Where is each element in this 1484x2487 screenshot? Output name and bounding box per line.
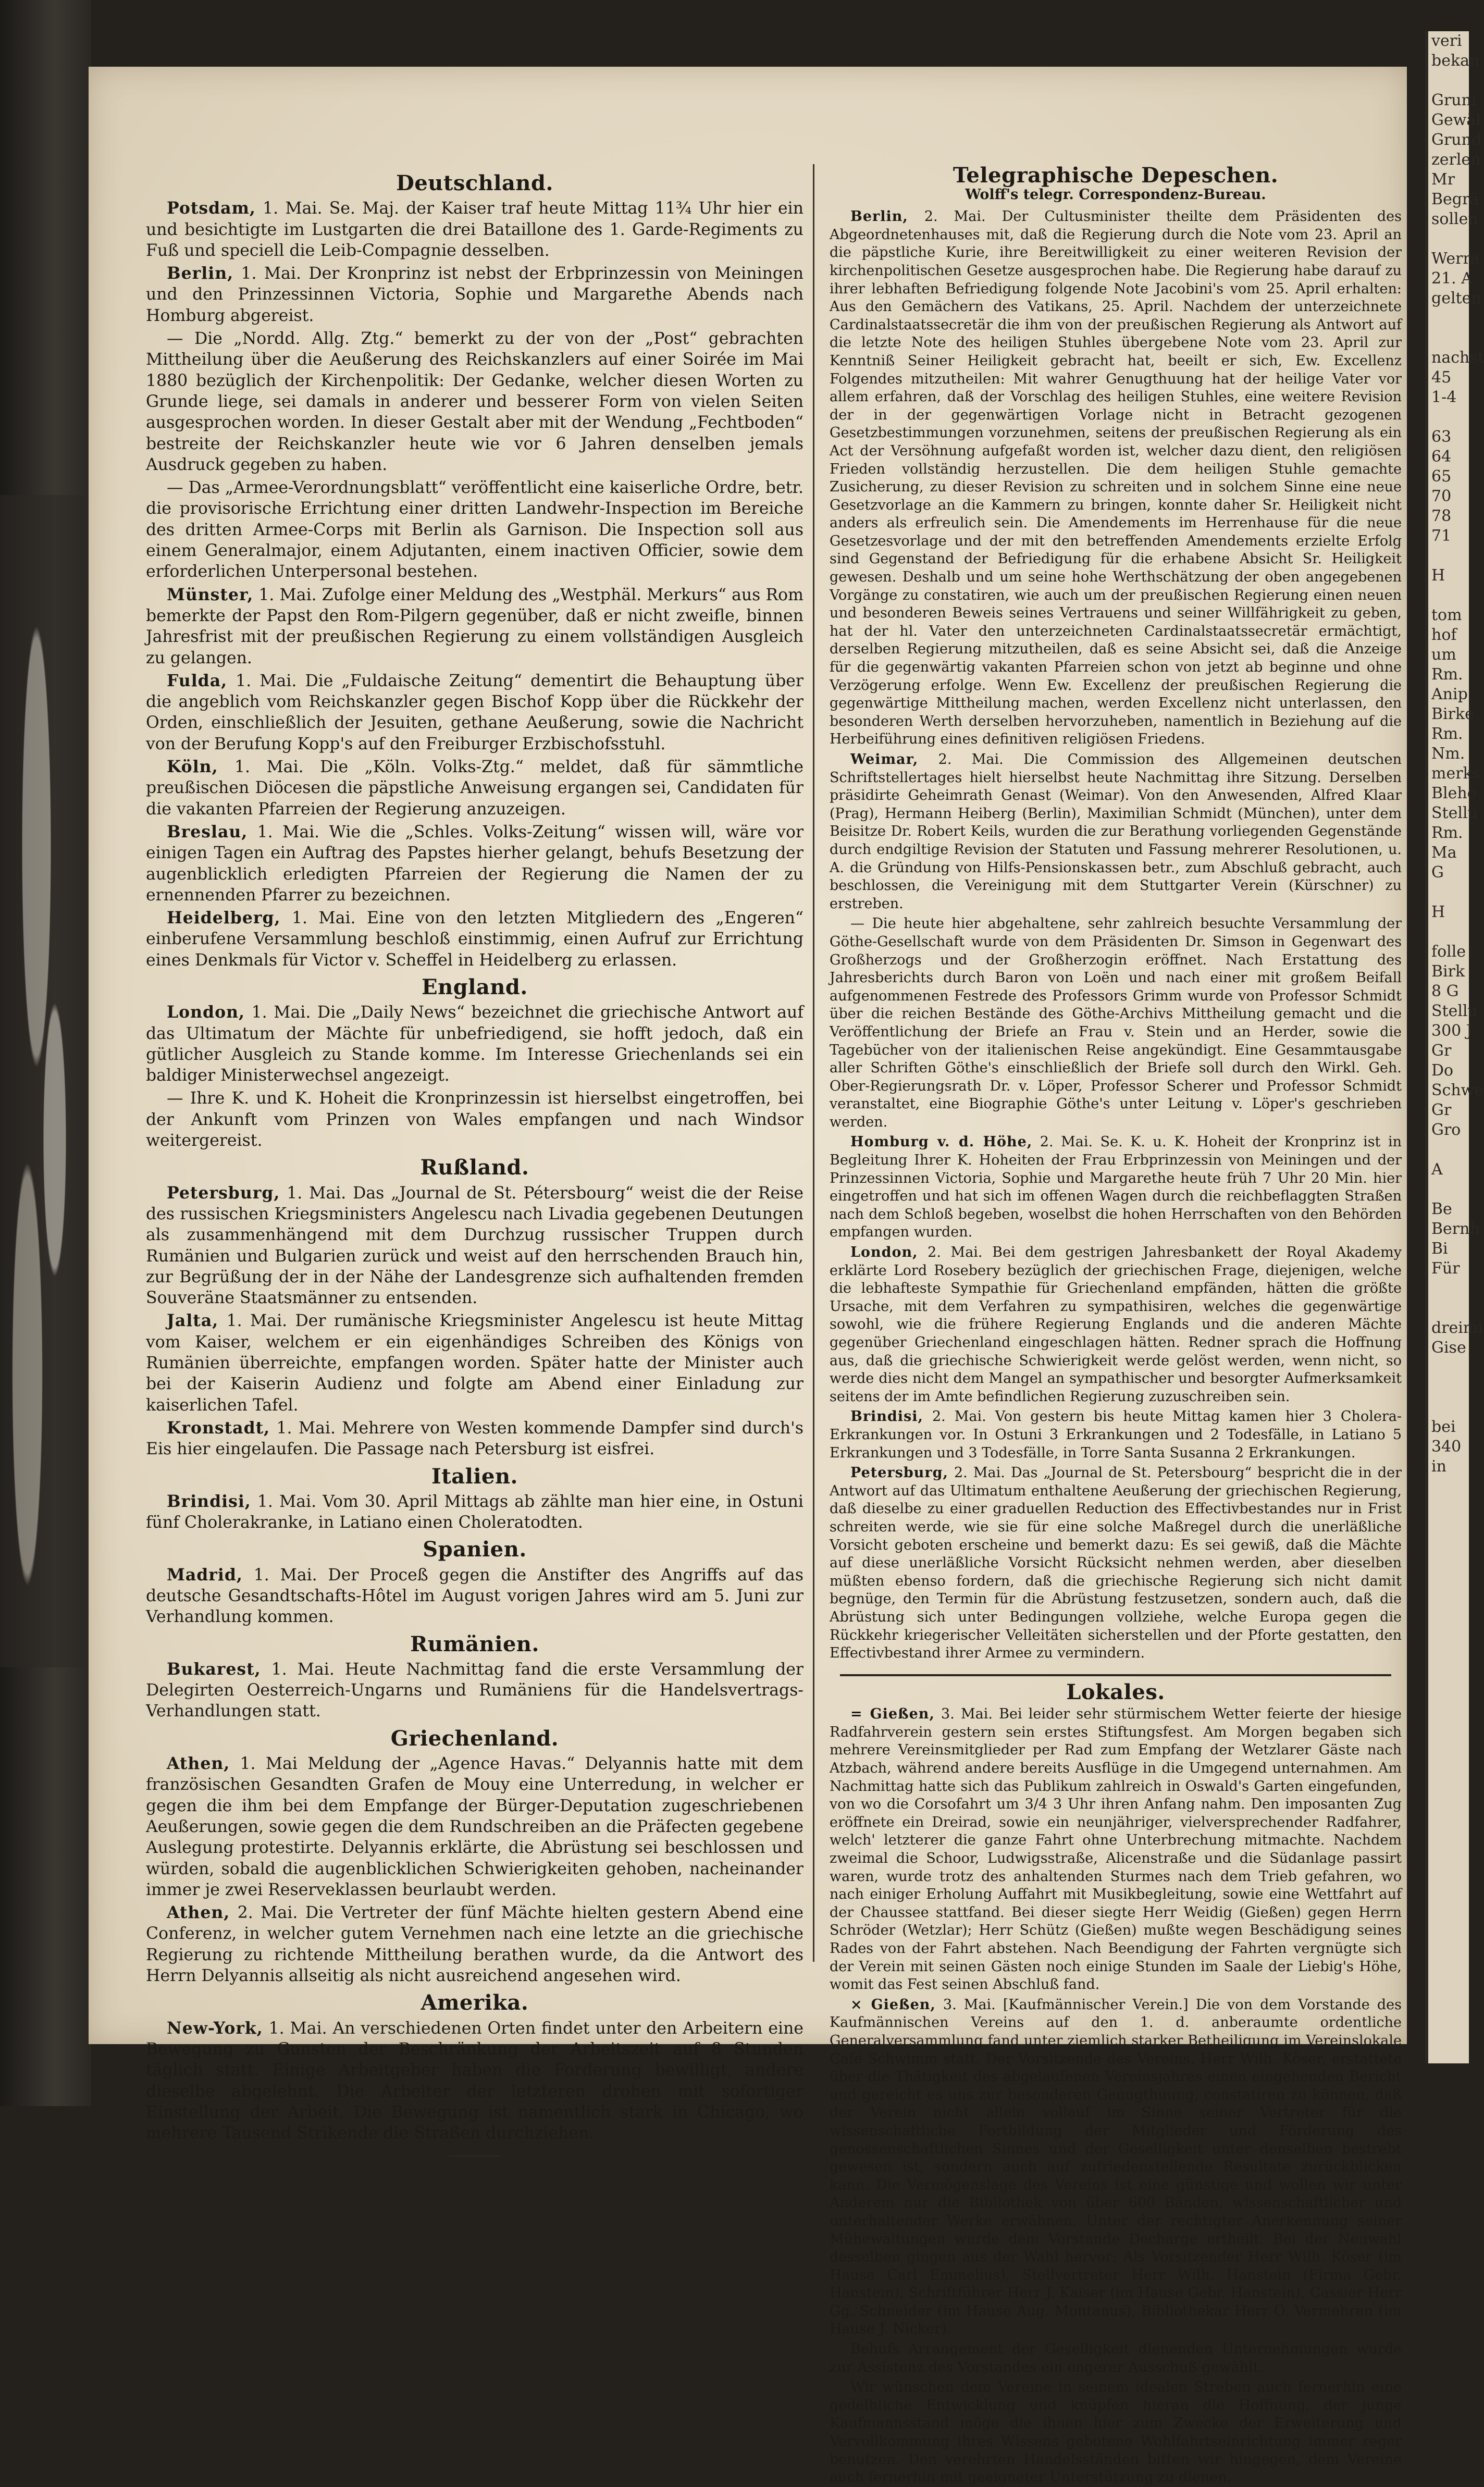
fragment-text: merks [1431, 764, 1481, 783]
section-heading: England. [422, 974, 528, 999]
dateline-place: London, [167, 1003, 245, 1022]
news-text: 1. Mai. Eine von den letzten Mitgliedern des „Engeren“ einberufene Versammlung beschloß einstimmig, einen Aufruf zur Errichtung eines Denkmals für Victor v. Scheffel in Heidelberg zu erlassen. [146, 909, 804, 970]
fragment-text: folle [1431, 943, 1466, 961]
news-item [146, 477, 803, 582]
news-item [146, 198, 803, 261]
section-heading: Deutschland. [396, 171, 553, 195]
news-item [146, 908, 803, 971]
fragment-text [1428, 71, 1469, 91]
fragment-text: 45 [1431, 368, 1452, 387]
news-item [146, 1491, 803, 1533]
dateline-place: Athen, [167, 1903, 230, 1923]
fragment-text: bekan [1431, 52, 1480, 70]
fragment-text: Gr [1431, 1042, 1452, 1060]
dateline-place: Kronstadt, [167, 1418, 270, 1438]
news-item [830, 1464, 1402, 1663]
news-item [830, 1244, 1402, 1406]
section-heading: Griechenland. [390, 1726, 559, 1751]
fragment-text: Gruni [1431, 91, 1477, 109]
fragment-text: Für [1431, 1259, 1460, 1278]
fragment-text: 8 G [1431, 982, 1459, 1000]
news-text: 2. Mai. Der Cultusminister theilte dem Präsidenten des Abgeordnetenhauses mit, daß die Regierung durch die Note vom 23. April an die päpstliche Kurie, ihre Bereitwilligkeit zu einer weiteren Revision der kirchenpolitischen Gesetze ausgesprochen habe. Die Regierung habe darauf zu ihrer lebhaften Befriedigung folgende Note Jacobini's vom 25. April erhalten: Aus den Gemächern des Vatikans, 25. April. Nachdem der unterzeichnete Cardinalstaatssecretär die ihm von der preußischen Regierung als Antwort auf die letzte Note des heiligen Stuhles übergebene Note vom 23. April zur Kenntniß Seiner Heiligkeit gebracht hat, beeilt er sich, Ew. Excellenz Folgendes mitzutheilen: Mit wahrer Genugthuung hat der heilige Vater vor allem erfahren, daß der Vorschlag des heiligen Stuhles, eine weitere Revision der in der gegenwärtigen Vorlage nicht in Betracht gezogenen Gesetzbestimmungen vorzunehmen, seitens der preußischen Regierung als ein Act der Versöhnung aufgefaßt worden ist, welcher dazu dient, den religiösen Frieden vollständig herzustellen. Die dem heiligen Stuhle gemachte Zusicherung, zu dieser Revision zu schreiten und in solchem Sinne eine neue Gesetzvorlage an die Kammern zu bringen, konnte daher Sr. Heiligkeit nicht anders als erfreulich sein. Die Amendements im Herrenhause für die neue Gesetzesvorlage und der mit den betreffenden Amendements erzielte Erfolg sind Gegenstand der Befriedigung für die erhabene Absicht Sr. Heiligkeit gewesen. Deshalb und um seine hohe Werthschätzung der oben angegebenen Vorgänge zu constatiren, wie auch um der preußischen Regierung einen neuen und besonderen Beweis seines Vertrauens und seiner Willfährigkeit zu geben, hat der hl. Vater den unterzeichneten Cardinalstaatssecretär ermächtigt, derselben Regierung mitzutheilen, daß es seine Absicht sei, daß die Anzeige für die gegenwärtig vakanten Pfarreien schon von jetzt ab beginne und ohne Verzögerung erfolge. Wenn Ew. Excellenz der preußischen Regierung die gegenwärtige Mittheilung machen, werden Excellenz nicht unterlassen, den besonderen Werth derselben hervorzuheben, namentlich in Beziehung auf die Herbeiführung eines definitiven religiösen Friedens. [830, 208, 1402, 748]
column-divider [813, 164, 814, 1962]
dateline-place: Breslau, [167, 822, 248, 842]
fragment-text [1428, 308, 1469, 328]
news-item [146, 1310, 803, 1415]
fragment-text: Birk [1431, 962, 1465, 981]
fragment-text [1428, 1279, 1469, 1298]
news-text: 1. Mai. Wie die „Schles. Volks-Zeitung“ wissen will, wäre vor einigen Tagen ein Auftrag des Papstes hierher gelangt, behufs Besetzung der augenblicklich erledigten Pfarreien der Regierung die Namen der zu ernennenden Pfarrer zu bezeichnen. [146, 822, 804, 905]
fragment-text: H [1431, 566, 1445, 585]
dateline-place: Brindisi, [167, 1491, 251, 1511]
dateline-place: Weimar, [850, 751, 919, 768]
news-text: 1. Mai. Se. Maj. der Kaiser traf heute Mittag 11¾ Uhr hier ein und besichtigte im Lustgarten die drei Bataillone des 1. Garde-Regiments zu Fuß und speciell die Leib-Compagnie desselben. [146, 199, 804, 260]
fragment-text: 78 [1431, 507, 1452, 525]
fragment-text: 340 [1431, 1438, 1462, 1456]
news-item [146, 757, 803, 820]
news-item [830, 1996, 1402, 2338]
news-item [146, 585, 803, 669]
fragment-text: Stellu [1431, 1002, 1478, 1020]
fragment-text [1428, 1358, 1469, 1378]
dateline-place: Berlin, [167, 264, 234, 283]
news-item [146, 1565, 803, 1628]
fragment-text: 300 J [1431, 1022, 1473, 1040]
section-heading: Italien. [431, 1464, 518, 1489]
dateline-place: Athen, [167, 1754, 230, 1774]
news-text: 1. Mai. Das „Journal de St. Pétersbourg“ weist die der Reise des russischen Kriegsministers Angelescu nach Livadia gegebenen Deutungen als zusammenhängend mit dem Durchzug russischer Truppen durch Rumänien und Bulgarien zurück und weist auf den herrschenden Brauch hin, zur Begrüßung der in der Nähe der Landesgrenze sich aufhaltenden fremden Souveräne Staatsmänner zu entsenden. [146, 1183, 804, 1308]
telegram-heading: Telegraphische Depeschen. [953, 163, 1279, 188]
section-rule [840, 1674, 1391, 1676]
news-text: 1. Mai. Mehrere von Westen kommende Dampfer sind durch's Eis hier eingelaufen. Die Passage nach Petersburg ist eisfrei. [146, 1418, 803, 1459]
news-text: — Die heute hier abgehaltene, sehr zahlreich besuchte Versammlung der Göthe-Gesellschaft wurde von dem Präsidenten Dr. Simson in Gegenwart des Großherzogs und der Großherzogin eröffnet. Nach Erstattung des Jahresberichts durch Baron von Loën und nach einer mit großem Beifall aufgenommenen Festrede des Professors Grimm wurde von Professor Schmidt über die reichen Bestände des Göthe-Archivs Mittheilung gemacht und die Veröffentlichung der Briefe an Frau v. Stein und an Herder, sowie die Tagebücher von der italienischen Reise angekündigt. Eine Gesammtausgabe aller Schriften Göthe's einschließlich der Briefe soll durch den Wirkl. Geh. Ober-Regierungsrath Dr. v. Löper, Professor Scherer und Professor Schmidt veranstaltet, eine Biographie Göthe's unter Leitung v. Löper's geschrieben werden. [830, 915, 1402, 1130]
fragment-text [1428, 1378, 1469, 1397]
news-item [146, 1002, 803, 1086]
news-item [146, 1753, 803, 1900]
fragment-text: Rm. [1431, 725, 1463, 743]
fragment-text: Rm. [1431, 824, 1463, 842]
fragment-text: Gewäl [1431, 111, 1481, 129]
news-text: 1. Mai. Heute Nachmittag fand die erste Versammlung der Delegirten Oesterreich-Ungarns und Rumäniens für die Handelsvertrags-Verhandlungen statt. [146, 1660, 803, 1721]
fragment-text: Ma [1431, 844, 1457, 862]
dateline-place: Petersburg, [167, 1183, 280, 1203]
fragment-text [1428, 586, 1469, 605]
news-item [146, 1183, 803, 1309]
dateline-place: Münster, [167, 585, 254, 604]
news-item [146, 1902, 803, 1986]
section-heading: Amerika. [421, 1990, 529, 2015]
news-item [830, 2341, 1402, 2377]
fragment-text: Bi [1431, 1240, 1448, 1258]
news-text: 1. Mai. Der rumänische Kriegsminister Angelescu ist heute Mittag vom Kaiser, welchem er ein eigenhändiges Schreiben des Königs von Rumänien überreichte, empfangen worden. Später hatte der Minister auch bei der Kaiserin Audienz und folgte am Abend einer Einladung zur kaiserlichen Tafel. [146, 1311, 804, 1415]
fragment-text: Begrä [1431, 190, 1479, 208]
fragment-text: sollen [1431, 210, 1478, 228]
news-text: 2. Mai. Die Commission des Allgemeinen deutschen Schriftstellertages hielt hierselbst heute Nachmittag ihre Sitzung. Derselben präsidirte Geheimrath Genast (Weimar). Von den Anwesenden, Alfred Klaar (Prag), Hermann Heiberg (Berlin), Maximilian Schmidt (München), unter dem Beisitze Dr. Robert Keils, wurden die zur Berathung vorliegenden Gegenstände durch endgiltige Revision der Statuten und Fassung mehrerer Resolutionen, u. A. die Gründung von Hilfs-Pensionskassen betr., zum Abschluß gebracht, auch beschlossen, die Vereinigung mit dem Stuttgarter Verein (Kürschner) zu erstreben. [830, 751, 1402, 912]
news-text: 1. Mai. Die „Köln. Volks-Ztg.“ meldet, daß für sämmtliche preußischen Diöcesen die päpstliche Anweisung ergangen sei, Candidaten für die vakanten Pfarreien der Regierung anzuzeigen. [146, 758, 803, 819]
fragment-text: tom [1431, 606, 1462, 624]
news-text: 1. Mai. Der Proceß gegen die Anstifter des Angriffs auf das deutsche Gesandtschafts-Hôtel im August vorigen Jahres wird am 5. Juni zur Verhandlung kommen. [146, 1565, 803, 1627]
news-item [146, 328, 803, 475]
fragment-text: A [1431, 1160, 1443, 1179]
fragment-text: dreimi [1431, 1319, 1483, 1337]
news-text: 1. Mai. Die „Daily News“ bezeichnet die griechische Antwort auf das Ultimatum der Mächte für unbefriedigend, sie hofft jedoch, daß ein gütlicher Ausgleich zu Stande komme. Im Interesse Griechenlands sei ein baldiger Ministerwechsel angezeigt. [146, 1003, 803, 1085]
left-column [146, 167, 804, 2143]
section-heading: Rußland. [420, 1155, 529, 1180]
fragment-text: veri [1431, 32, 1462, 50]
news-item [830, 2379, 1402, 2487]
dateline-place: Berlin, [850, 208, 908, 225]
fragment-text: 70 [1431, 487, 1452, 505]
end-rule [449, 2155, 501, 2157]
fragment-text [1428, 229, 1469, 249]
news-item [830, 751, 1402, 913]
fragment-text: hof [1431, 626, 1457, 644]
news-text: 2. Mai. Die Vertreter der fünf Mächte hielten gestern Abend eine Conferenz, in welcher gutem Vernehmen nach eine letzte an die griechische Regierung zu richtende Mittheilung berathen wurde, da die Antwort des Herrn Delyannis allseitig als nicht ausreichend angesehen wird. [146, 1903, 804, 1986]
news-item [146, 1418, 803, 1460]
fragment-text [1428, 328, 1469, 348]
fragment-text: 71 [1431, 527, 1452, 545]
news-text: 3. Mai. [Kaufmännischer Verein.] Die von dem Vorstande des Kaufmännischen Vereins auf den 1. d. anberaumte ordentliche Generalversammlung fand unter ziemlich starker Betheiligung im Vereinslokale Café Schwimm statt. Der Vorsitzende des Vereins, Herr Wilh. Köser, erstattete über die Thätigkeit des abgelaufenen Vereinsjahres einen eingehenden Bericht und gereicht es uns zur besonderen Genugthuung, constatiren zu können, daß der Verein nicht allein vollauf im Sinne seiner Vertreter für die wissenschaftliche Fortbildung der Mitglieder und Förderung des genossenschaftlichen Sinnes und der Geselligkeit unter denselben bestrebt gewesen ist, sondern auch auf zufriedenstellende Resultate zurückblicken kann. Die Vermögenslage des Vereins ist eine günstige und wollen wir unter Anderem nur die Bibliothek von über 600 Bänden, wissenschaftlicher und unterhaltender Werke erwähnen. Unter der rechtigter Anerkennung seiner Mühewaltungen wurde dem Vorstande Decharge ertheilt. Bei der Neuwahl desselben gingen aus der Wahl hervor: Als Vorsitzender Herr Wilh. Köser (im Hause Carl Emmelius), Stellvertreter Herr Wilh. Hanstein (Firma Gebr. Hanstein), Schriftführer Herr J. Kaiser (im Hause Gebr. Hanstein), Cassier Herr Gg. Schneider (im Hause Aug. Montanus), Bibliothekar Herr O. Vermehren (im Hause J. Nicker). [830, 1996, 1402, 2337]
dateline-place: Bukarest, [167, 1659, 261, 1679]
news-item [146, 671, 803, 754]
fragment-text [1428, 1397, 1469, 1417]
dateline-place: Fulda, [167, 671, 228, 690]
news-text: 1. Mai. Vom 30. April Mittags ab zählte man hier eine, in Ostuni fünf Cholerakranke, in Latiano einen Choleratodten. [146, 1492, 803, 1532]
fragment-text: gelten [1431, 289, 1481, 307]
fragment-text: 1-4 [1431, 388, 1457, 406]
fragment-text: Anip [1431, 685, 1468, 703]
fragment-text [1428, 1140, 1469, 1160]
news-text: 2. Mai. Von gestern bis heute Mittag kamen hier 3 Cholera-Erkrankungen vor. In Ostuni 3 Erkrankungen und 2 Todesfälle, in Latiano 5 Erkrankungen und 3 Todesfälle, in Torre Santa Susanna 2 Erkrankungen. [830, 1408, 1402, 1461]
fragment-text: 64 [1431, 448, 1452, 466]
fragment-text: Gise [1431, 1339, 1466, 1357]
fragment-text: Gro [1431, 1121, 1461, 1139]
news-text: Wir wünschen dem Vereine in seinem idealen Streben auch fernerhin eine gedeihliche Entwicklung und knüpfen hieran die Hoffnung, der junge Kaufmannsstand möge die ihnen hier zum Zwecke der Erweiterung und Vervollkommung ihres Wissens gebotene Wohlfahrtseinrichtung immer reger benutzen. Den verehrten Handelsständen bitten wir hingegen, dem Vereine auch fernerhin mit geeigneter Unterstützung zu dienen. [830, 2379, 1402, 2486]
news-text: — Ihre K. und K. Hoheit die Kronprinzessin ist hierselbst eingetroffen, bei der Ankunft vom Prinzen von Wales empfangen und nach Windsor weitergereist. [146, 1089, 803, 1150]
fragment-text: 21. A [1431, 269, 1473, 288]
news-text: 2. Mai. Bei dem gestrigen Jahresbankett der Royal Akademy erklärte Lord Rosebery bezüglich der griechischen Frage, diejenigen, welche die lebhafteste Sympathie für Griechenland empfänden, hätten die größte Ursache, mit dem Verfahren zu sympathisiren, welches die gegenwärtige sowohl, wie die frühere Regierung Englands und die anderen Mächte gegenüber Griechenland eingeschlagen hätten. Redner sprach die Hoffnung aus, daß die griechische Schwierigkeit werde gelöst werden, wenn nicht, so werde dies nicht dem Mangel an sympathischer und besorgter Aufmerksamkeit seitens der im Amte befindlichen Regierung zuzuschreiben sein. [830, 1244, 1402, 1405]
news-item [830, 1133, 1402, 1242]
news-item [146, 1659, 803, 1722]
news-item [146, 263, 803, 326]
news-text: 1. Mai Meldung der „Agence Havas.“ Delyannis hatte mit dem französischen Gesandten Grafen de Mouy eine Unterredung, in welcher er gegen die ihm bei dem Empfange der Bürger-Deputation zugeschriebenen Aeußerungen, sowie gegen die dem Rundschreiben an die Präfecten gegebene Auslegung protestirte. Delyannis erklärte, die Abrüstung sei beschlossen und würden, sobald die augenblicklichen Schwierigkeiten gehoben, nacheinander immer je zwei Reserveklassen beurlaubt werden. [146, 1754, 803, 1899]
dateline-place: Jalta, [167, 1311, 219, 1331]
news-text: — Die „Nordd. Allg. Ztg.“ bemerkt zu der von der „Post“ gebrachten Mittheilung über die Aeußerung des Reichskanzlers auf einer Soirée im Mai 1880 bezüglich der Kirchenpolitik: Der Gedanke, welcher diesen Worten zu Grunde liege, sei damals in anderer und besserer Form von vielen Seiten ausgesprochen worden. In dieser Gestalt aber mit der Wendung „Fechtboden“ bestreite der Reichskanzler heute wie vor 6 Jahren denselben jemals Ausdruck gegeben zu haben. [146, 329, 803, 474]
fragment-text: G [1431, 863, 1444, 882]
fragment-text: zerlen [1431, 151, 1481, 169]
news-item [830, 1408, 1402, 1462]
fragment-text: Nm. [1431, 745, 1465, 763]
dateline-place: Madrid, [167, 1565, 243, 1585]
dateline-place: New-York, [167, 2018, 263, 2038]
fragment-text [1428, 1180, 1469, 1199]
fragment-text: Mr [1431, 170, 1455, 189]
fragment-text: Birke [1431, 705, 1474, 723]
section-heading: Lokales. [1066, 1679, 1165, 1704]
news-text: 2. Mai. Se. K. u. K. Hoheit der Kronprinz ist in Begleitung Ihrer K. Hoheiten der Frau Erbprinzessin von Meiningen und der Prinzessinnen Victoria, Sophie und Margarethe heute früh 7 Uhr 20 Min. hier eingetroffen und hat sich im offenen Wagen durch die reichbeflaggten Straßen nach dem Schloß begeben, woselbst die hohen Herrschaften von den Behörden empfangen wurden. [830, 1134, 1402, 1241]
agency-line: Wolff's telegr. Correspondenz-Bureau. [965, 186, 1266, 203]
news-text: — Das „Armee-Verordnungsblatt“ veröffentlicht eine kaiserliche Ordre, betr. die provisorische Errichtung einer dritten Landwehr-Inspection im Bereiche des dritten Armee-Corps mit Berlin als Garnison. Die Inspection soll aus einem Generalmajor, einem Adjutanten, einem inactiven Officier, sowie dem erforderlichen Unterpersonal bestehen. [146, 478, 803, 581]
fragment-text: Blehe [1431, 784, 1477, 802]
fragment-text: 65 [1431, 467, 1452, 486]
section-heading: Rumänien. [410, 1631, 539, 1656]
fragment-text: H [1431, 903, 1445, 921]
news-text: Behufs Arrangement der Geselligkeit dienenden Unternehmungen wurde zur Assistenz des Vorstandes ein engerer Ausschuß gewählt. [830, 2341, 1402, 2375]
fragment-text: bei [1431, 1418, 1456, 1436]
dateline-place: Homburg v. d. Höhe, [850, 1134, 1033, 1150]
fragment-text: Be [1431, 1200, 1452, 1218]
news-text: 1. Mai. An verschiedenen Orten findet unter den Arbeitern eine Bewegung zu Gunsten der Beschränkung der Arbeitszeit auf 8 Stunden täglich statt. Einige Arbeitgeber haben die Forderung bewilligt, andere dieselbe abgelehnt. Die Arbeiter der letzteren drohen mit sofortiger Einstellung der Arbeit. Die Bewegung ist namentlich stark in Chicago, wo mehrere Tausend Strikende die Straßen durchziehen. [146, 2019, 804, 2143]
fragment-text: Stellu [1431, 804, 1478, 822]
dateline-place: Petersburg, [850, 1465, 948, 1481]
news-text: 1. Mai. Zufolge einer Meldung des „Westphäl. Merkurs“ aus Rom bemerkte der Papst den Rom-Pilgern gegenüber, daß er nicht zweifle, binnen Jahresfrist mit der preußischen Regierung zu einem vollständigen Ausgleich zu gelangen. [146, 585, 803, 667]
news-item [830, 915, 1402, 1131]
dateline-place: = Gießen, [850, 1706, 935, 1723]
fragment-text: in [1431, 1457, 1446, 1476]
fragment-text: Do [1431, 1061, 1454, 1080]
fragment-text: um [1431, 646, 1456, 664]
fragment-text [1428, 1298, 1469, 1318]
binding-damage [0, 495, 91, 1667]
dateline-place: Köln, [167, 757, 218, 777]
news-item [146, 1088, 803, 1151]
fragment-text [1428, 407, 1469, 427]
dateline-place: Potsdam, [167, 199, 256, 218]
news-item [146, 822, 803, 906]
news-text: 3. Mai. Bei leider sehr stürmischem Wetter feierte der hiesige Radfahrverein gestern sein erstes Stiftungsfest. Am Morgen begaben sich mehrere Vereinsmitglieder per Rad zum Empfang der Wetzlarer Gäste nach Atzbach, während andere bereits Ausflüge in die Umgegend unternahmen. Am Nachmittag hatte sich das Publikum zahlreich in Oswald's Garten eingefunden, von wo die Corsofahrt um 3/4 3 Uhr ihren Anfang nahm. Den imposanten Zug eröffnete ein Dreirad, sowie ein neunjähriger, vielversprechender Radfahrer, welch' letzterer die ganze Fahrt ohne Unterbrechung mitmachte. Nachdem zweimal die Schoor, Ludwigsstraße, Alicenstraße und die Südanlage passirt waren, wurde trotz des anhaltenden Sturmes nach dem Trieb gefahren, wo nach einiger Erholung Auffahrt mit Musikbegleitung, sowie eine Wettfahrt auf der Chaussee stattfand. Bei dieser siegte Herr Weidig (Gießen) gegen Herrn Schröder (Wetzlar); Herr Schütz (Gießen) mußte wegen Beschädigung seines Rades von der Fahrt abstehen. Nach Beendigung der Fahrten vergnügte sich der Verein mit seinen Gästen noch einige Stunden im Saale der Liebig's Höhe, womit das Fest seinen Abschluß fand. [830, 1706, 1402, 1993]
fragment-text [1428, 922, 1469, 942]
news-text: 2. Mai. Das „Journal de St. Petersbourg“ bespricht die in der Antwort auf das Ultimatum enthaltene Aeußerung der griechischen Regierung, daß dieselbe zu einer graduellen Reduction des Effectivbestandes nur in Frist schreiten werde, wie sie für eine solche Maßregel durch die unerläßliche Vorsicht geboten erscheine und bemerkt dazu: Es sei gewiß, daß die Mächte auf diese unerläßliche Vorsicht Rücksicht nehmen werden, aber dieselben müßten ebenso fordern, daß die griechische Regierung sich nicht damit begnüge, den Termin für die Abrüstung festzusetzen, sondern auch, daß die Abrüstung sich unter Bedingungen vollziehe, welche Europa gegen die Rückkehr kriegerischer Velleitäten sicherstellen und der Pforte gestatten, den Effectivbestand ihrer Armee zu vermindern. [830, 1465, 1402, 1662]
fragment-text [1428, 883, 1469, 902]
fragment-text: Grund [1431, 131, 1482, 149]
fragment-text: Werra [1431, 250, 1480, 268]
fragment-text: 63 [1431, 428, 1452, 446]
right-column [830, 163, 1402, 2486]
dateline-place: London, [850, 1244, 918, 1261]
fragment-text: Schwe [1431, 1081, 1484, 1099]
fragment-text: Gr [1431, 1101, 1452, 1119]
fragment-text: Rm. [1431, 665, 1463, 684]
fragment-text: Bernh [1431, 1220, 1480, 1238]
news-text: 1. Mai. Die „Fuldaische Zeitung“ dementirt die Behauptung über die angeblich vom Reichskanzler gegen Bischof Kopp über die Rückkehr der Orden, einschließlich der Jesuiten, gethane Aeußerung, sowie die Nachricht von der Berufung Kopp's auf den Freiburger Erzbischofsstuhl. [146, 671, 803, 753]
fragment-text [1428, 546, 1469, 566]
news-item [146, 2018, 803, 2144]
dateline-place: Brindisi, [850, 1408, 923, 1425]
adjacent-page-fragment [1425, 31, 1484, 2063]
news-item [830, 208, 1402, 749]
fragment-text: nachst [1431, 349, 1484, 367]
news-item [830, 1705, 1402, 1994]
news-text: 1. Mai. Der Kronprinz ist nebst der Erbprinzessin von Meiningen und den Prinzessinnen Victoria, Sophie und Margarethe Abends nach Homburg abgereist. [146, 264, 803, 325]
section-heading: Spanien. [423, 1537, 527, 1562]
dateline-place: × Gießen, [850, 1996, 936, 2013]
dateline-place: Heidelberg, [167, 908, 281, 928]
